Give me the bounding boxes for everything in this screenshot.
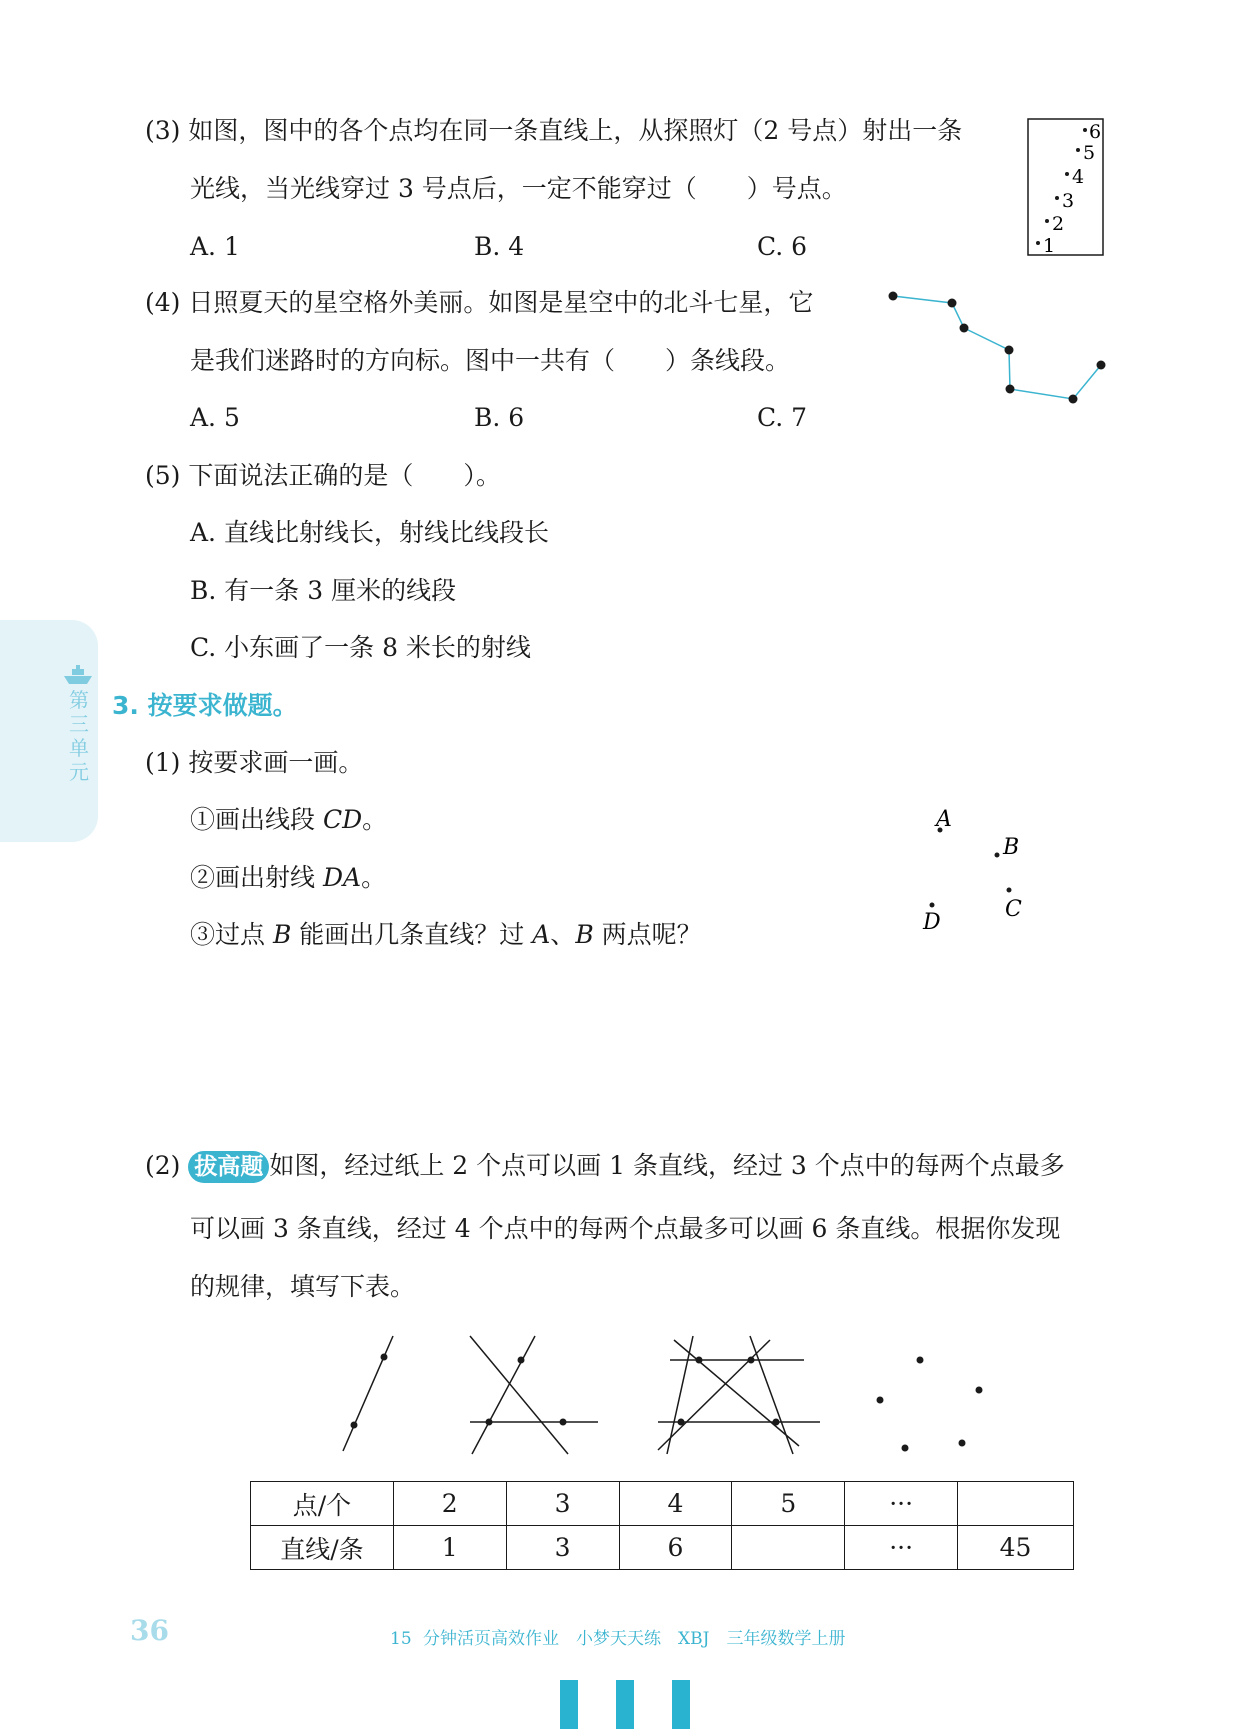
star [1005, 346, 1014, 355]
star [1006, 385, 1015, 394]
q5-option-c[interactable]: C. 小东画了一条 8 米长的射线 [190, 633, 531, 662]
q4-option-a[interactable]: A. 5 [190, 403, 240, 432]
star [889, 292, 898, 301]
table-answer-cell[interactable] [958, 1482, 1074, 1526]
q4-line1: (4) 日照夏天的星空格外美丽。如图是星空中的北斗七星，它 [145, 288, 814, 317]
q5-line1: (5) 下面说法正确的是（ ）。 [145, 461, 501, 490]
section3-sub1-title: (1) 按要求画一画。 [145, 748, 364, 777]
point-3 [1055, 196, 1059, 200]
table-header-points: 点/个 [251, 1482, 394, 1526]
point-1 [1036, 241, 1040, 245]
q4-option-c[interactable]: C. 7 [757, 403, 808, 432]
table-cell: 1 [393, 1526, 506, 1570]
table-cell: ··· [845, 1526, 958, 1570]
star [948, 299, 957, 308]
four-points-figure [658, 1336, 820, 1454]
q3-option-b[interactable]: B. 4 [474, 232, 525, 261]
footer-bar [672, 1680, 690, 1729]
sub1-item3: ③过点 B 能画出几条直线？过 A、B 两点呢？ [190, 920, 702, 949]
table-answer-cell[interactable] [732, 1526, 845, 1570]
big-dipper-figure [880, 280, 1110, 410]
q3-option-c[interactable]: C. 6 [757, 232, 808, 261]
page-number: 36 [130, 1614, 169, 1647]
challenge-badge: 拔高题 [188, 1151, 269, 1183]
point-5 [1076, 148, 1080, 152]
q5-option-b[interactable]: B. 有一条 3 厘米的线段 [190, 576, 457, 605]
star [960, 324, 969, 333]
q5-option-a[interactable]: A. 直线比射线长，射线比线段长 [190, 518, 549, 547]
label-5: 5 [1083, 142, 1096, 164]
point-2 [1045, 219, 1049, 223]
label-a: A [936, 807, 952, 832]
footer-bar [560, 1680, 578, 1729]
table-header-lines: 直线/条 [251, 1526, 394, 1570]
star [1097, 361, 1106, 370]
label-c: C [1005, 897, 1022, 922]
sub2-line2: 可以画 3 条直线，经过 4 个点中的每两个点最多可以画 6 条直线。根据你发现 [190, 1214, 1061, 1243]
star [1069, 395, 1078, 404]
section3-title: 3. 按要求做题。 [112, 691, 298, 720]
table-cell: 2 [393, 1482, 506, 1526]
point-b [995, 853, 1000, 858]
sub1-item1: ①画出线段 CD。 [190, 805, 388, 834]
label-3: 3 [1062, 190, 1075, 212]
table-cell: 3 [506, 1526, 619, 1570]
unit-side-tab-label: 第三单元 [69, 688, 89, 784]
table-cell: 3 [506, 1482, 619, 1526]
big-dipper-lines [893, 296, 1101, 399]
point-d [930, 903, 935, 908]
sub2-line3: 的规律，填写下表。 [190, 1272, 416, 1301]
table-row [251, 1526, 1074, 1570]
table-cell: 6 [619, 1526, 732, 1570]
label-6: 6 [1089, 121, 1102, 143]
point-c [1007, 888, 1012, 893]
q3-collinear-points-figure [1027, 118, 1107, 258]
label-4: 4 [1072, 166, 1085, 188]
points-abcd-figure [915, 800, 1035, 940]
q4-line2: 是我们迷路时的方向标。图中一共有（ ）条线段。 [190, 346, 791, 375]
q3-line2: 光线，当光线穿过 3 号点后，一定不能穿过（ ）号点。 [190, 174, 847, 203]
table-cell: 45 [958, 1526, 1074, 1570]
table-cell: 4 [619, 1482, 732, 1526]
two-points-figure [343, 1336, 393, 1451]
point-4 [1065, 172, 1069, 176]
three-points-figure [470, 1336, 598, 1454]
five-points-figure [877, 1357, 983, 1452]
label-2: 2 [1052, 213, 1065, 235]
table-cell: ··· [845, 1482, 958, 1526]
label-b: B [1003, 835, 1020, 860]
point-6 [1083, 128, 1087, 132]
q4-option-b[interactable]: B. 6 [474, 403, 525, 432]
q3-option-a[interactable]: A. 1 [190, 232, 240, 261]
sub1-item2: ②画出射线 DA。 [190, 863, 387, 892]
footer-text: 15 分钟活页高效作业 小梦天天练 XBJ 三年级数学上册 [390, 1629, 846, 1649]
points-lines-table [250, 1481, 1074, 1570]
ship-icon [62, 664, 94, 686]
label-d: D [923, 910, 941, 935]
label-1: 1 [1043, 235, 1056, 257]
sub2-line1: (2) 拔高题 如图，经过纸上 2 个点可以画 1 条直线，经过 3 个点中的每两个点最多 [145, 1149, 1065, 1183]
table-cell: 5 [732, 1482, 845, 1526]
footer-bar [616, 1680, 634, 1729]
lines-through-points-figure [330, 1330, 1160, 1455]
table-row [251, 1482, 1074, 1526]
q3-line1: (3) 如图，图中的各个点均在同一条直线上，从探照灯（2 号点）射出一条 [145, 116, 963, 145]
